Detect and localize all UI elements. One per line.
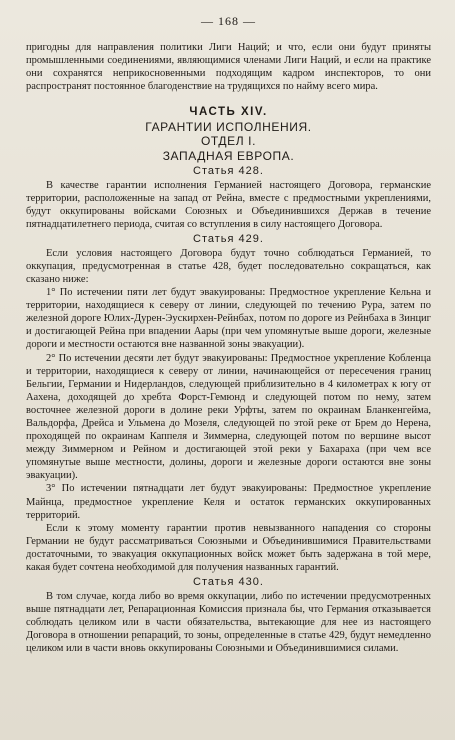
article-429-closing: Если к этому моменту гарантии против невызванного нападения со стороны Германии не будут рассматриваться Союзными и Объединившимися Правительствами достаточными, то эвакуация оккупационных войск может быть задержана в той мере, какая будет сочтена необходимой для получения названных гарантий. (26, 522, 431, 573)
subsection-heading: ОТДЕЛ I. (200, 134, 257, 149)
article-429-title: Статья 429. (193, 233, 264, 246)
article-430-text: В том случае, когда либо во время оккупации, либо по истечении предусмотренных выше пятнадцати лет, Репарационная Комиссия признала бы, что Германия отказывается соблюдать целиком или в части обязательства, вытекающие для нее из настоящего Договора в отношении репараций, то зоны, определенные в статье 429, будут немедленно целиком или в части вновь оккупированы Союзными и Объединившимися силами. (26, 590, 431, 654)
page-number: — 168 — (201, 14, 256, 28)
article-429-point-1: 1° По истечении пяти лет будут эвакуированы: Предмостное укрепление Кельна и территории, находящиеся к северу от линии, следующей по течению Рура, затем по железной дороге Юлих-Дурен-Эускирхен-Рейнбах, потом по дороге из Рейнбаха в Зинциг и достигающей Рейна при впадении Аары (при чем упомянутые выше дороги, железные дороги и местности остаются вне названной зоны эвакуации). (26, 287, 431, 351)
intro-paragraph: пригодны для направления политики Лиги Наций; и что, если они будут приняты промышленными соединениями, являющимися членами Лиги Наций, и если на практике они сохранятся неприкосновенными подходящим кадром инспекторов, то они распространят постоянное благоденствие на трудящихся по найму всего мира. (26, 42, 431, 93)
article-429-point-3: 3° По истечении пятнадцати лет будут эвакуированы: Предмостное укрепление Майнца, предмостное укрепление Келя и остаток германских оккупированных территорий. (26, 483, 431, 521)
article-428-title: Статья 428. (193, 165, 264, 178)
section-title: ГАРАНТИИ ИСПОЛНЕНИЯ. (145, 119, 312, 134)
article-429-intro: Если условия настоящего Договора будут точно соблюдаться Германией, то оккупация, предусмотренная в статье 428, будет последовательно сокращаться, как сказано ниже: (26, 247, 431, 285)
article-430-title: Статья 430. (193, 576, 264, 589)
part-heading: ЧАСТЬ XIV. (189, 106, 268, 119)
article-428-text: В качестве гарантии исполнения Германией настоящего Договора, германские территории, расположенные на запад от Рейна, вместе с предмостными укреплениями, будут оккупированы войсками Союзных и Объединившихся Держав в течение пятнадцатилетнего периода, считая со вступления в силу настоящего Договора. (26, 179, 431, 231)
region-heading: ЗАПАДНАЯ ЕВРОПА. (162, 148, 295, 163)
article-429-point-2: 2° По истечении десяти лет будут эвакуированы: Предмостное укрепление Кобленца и территории, находящиеся к северу от линии, начинающейся от пересечения границ Бельгии, Германии и Нидерландов, следующей приблизительно в 4 километрах к югу от Аахена, доходящей до хребта Форст-Гемюнд и следующей потом по нему, затем восточнее железной дороги в долине реки Урфты, затем по окраинам Бланкенгейма, Вальдорфа, Дрейса и Ульмена до Мозеля, следующей по этой реке от Брем до Нерена, проходящей по окраинам Каппеля и Зиммерна, следующей потом по вершине высот между Зиммерном и Рейном и достигающей этой реки у Бахараха (при чем все упомянутые выше местности, долины, дороги и железные дороги остаются вне зоны эвакуации). (26, 352, 431, 482)
